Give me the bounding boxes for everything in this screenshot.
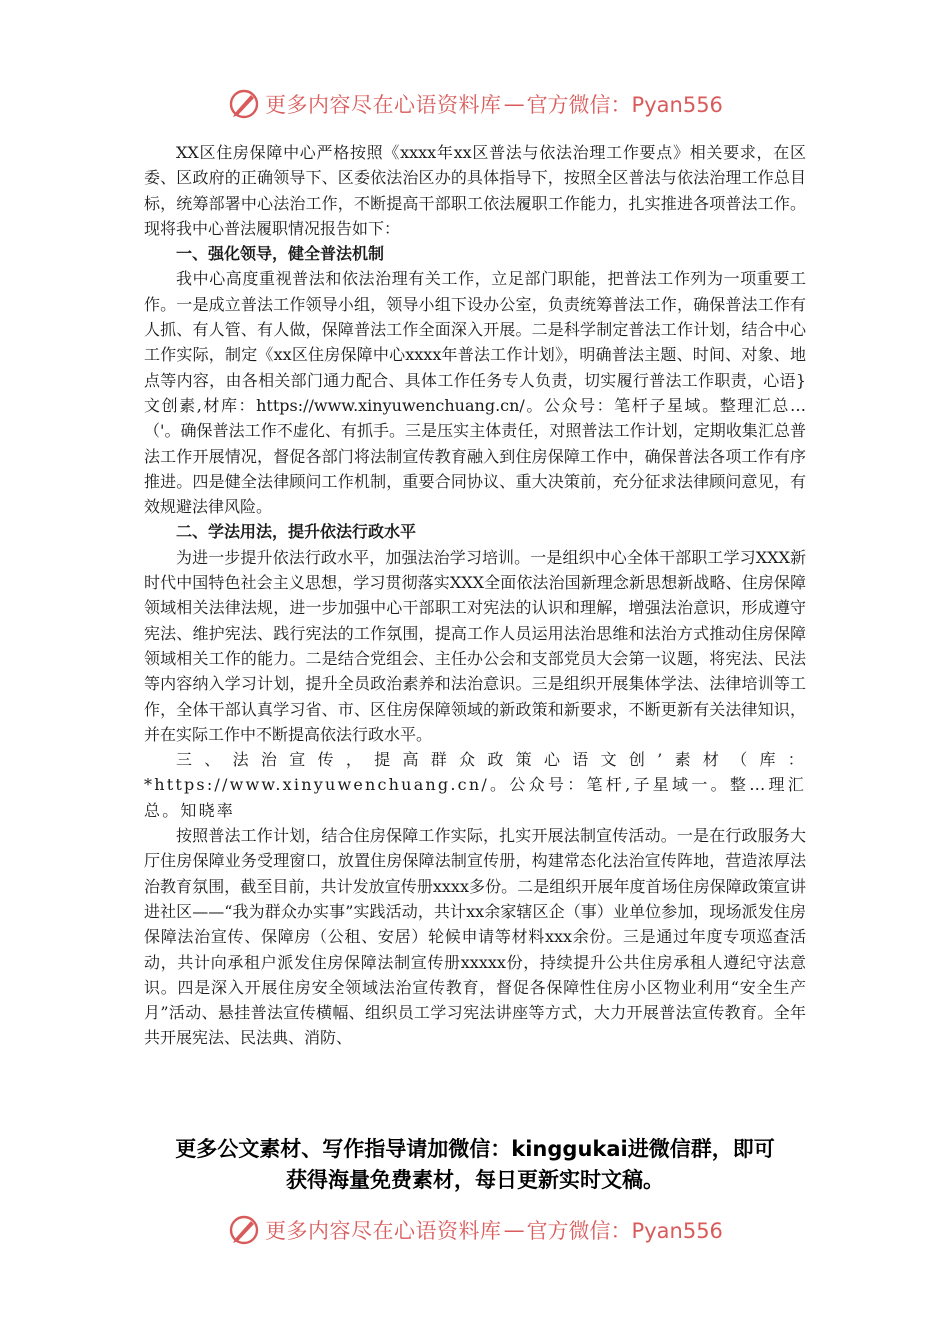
document-body [144, 140, 806, 1051]
promo-line-2: 获得海量免费素材，每日更新实时文稿。 [286, 1168, 664, 1192]
section-2-paragraph: 为进一步提升依法行政水平，加强法治学习培训。一是组织中心全体干部职工学习XXX新时代中国特色社会主义思想，学习贯彻落实XXX全面依法治国新理念新思想新战略、住房保障领域相关法律法规，进一步加强中心干部职工对宪法的认识和理解，增强法治意识，形成遵守宪法、维护宪法、践行宪法的工作氛围，提高工作人员运用法治思维和法治方式推动住房保障领域相关工作的能力。二是结合党组会、主任办公会和支部党员大会第一议题，将宪法、民法等内容纳入学习计划，提升全员政治素养和法治意识。三是组织开展集体学法、法律培训等工作，全体干部认真学习省、市、区住房保障领域的新政策和新要求，不断更新有关法律知识，并在实际工作中不断提高依法行政水平。 [144, 547, 806, 744]
section-heading-2: 二、学法用法，提升依法行政水平 [176, 522, 417, 542]
promo-line-1: 更多公文素材、写作指导请加微信：kinggukai进微信群，即可 [175, 1137, 775, 1161]
banner-separator: — [503, 92, 525, 116]
pen-logo-icon [227, 1213, 261, 1247]
banner-account: 官方微信：Pyan556 [526, 93, 723, 117]
section-heading-1: 一、强化领导，健全普法机制 [176, 244, 385, 264]
section-1-paragraph: 我中心高度重视普法和依法治理有关工作，立足部门职能，把普法工作列为一项重要工作。一是成立普法工作领导小组，领导小组下设办公室，负责统筹普法工作，确保普法工作有人抓、有人管、有人做，保障普法工作全面深入开展。二是科学制定普法工作计划，结合中心工作实际，制定《xx区住房保障中心xxxx年普法工作计划》，明确普法主题、时间、对象、地点等内容，由各相关部门通力配合、具体工作任务专人负责，切实履行普法工作职责，心语}文创素,材库：https://www.xinyuwenchuang.cn/。公众号：笔杆子星域。整理汇总…（'。确保普法工作不虚化、有抓手。三是压实主体责任，对照普法工作计划，定期收集汇总普法工作开展情况，督促各部门将法制宣传教育融入到住房保障工作中，确保普法各项工作有序推进。四是健全法律顾问工作机制，重要合同协议、重大决策前，充分征求法律顾问意见，有效规避法律风险。 [144, 269, 806, 517]
intro-paragraph: XX区住房保障中心严格按照《xxxx年xx区普法与依法治理工作要点》相关要求，在区委、区政府的正确领导下、区委依法治区办的具体指导下，按照全区普法与依法治理工作总目标，统筹部署中心法治工作，不断提高干部职工依法履职工作能力，扎实推进各项普法工作。现将我中心普法履职情况报告如下： [144, 143, 806, 238]
banner-account: 官方微信：Pyan556 [526, 1219, 723, 1243]
promo-notice [140, 1134, 810, 1196]
section-heading-3: 三、法治宣传，提高群众政策心语文创’素材（库：*https://www.xinyuwenchuang.cn/。公众号：笔杆,子星域一。整…理汇总。知晓率 [144, 750, 806, 820]
banner-separator: — [503, 1218, 525, 1242]
header-banner [0, 84, 950, 124]
section-3-paragraph: 按照普法工作计划，结合住房保障工作实际，扎实开展法制宣传活动。一是在行政服务大厅住房保障业务受理窗口，放置住房保障法制宣传册，构建常态化法治宣传阵地，营造浓厚法治教育氛围，截至目前，共计发放宣传册xxxx多份。二是组织开展年度首场住房保障政策宣讲进社区——“我为群众办实事”实践活动，共计xx余家辖区企（事）业单位参加，现场派发住房保障法治宣传、保障房（公租、安居）轮候申请等材料xxx余份。三是通过年度专项巡查活动，共计向承租户派发住房保障法制宣传册xxxxx份，持续提升公共住房承租人遵纪守法意识。四是深入开展住房安全领域法治宣传教育，督促各保障性住房小区物业利用“安全生产月”活动、悬挂普法宣传横幅、组织员工学习宪法讲座等方式，大力开展普法宣传教育。全年共开展宪法、民法典、消防、 [144, 826, 806, 1048]
banner-site-name: 更多内容尽在心语资料库 [265, 93, 502, 117]
banner-site-name: 更多内容尽在心语资料库 [265, 1219, 502, 1243]
footer-banner [0, 1210, 950, 1250]
pen-logo-icon [227, 87, 261, 121]
